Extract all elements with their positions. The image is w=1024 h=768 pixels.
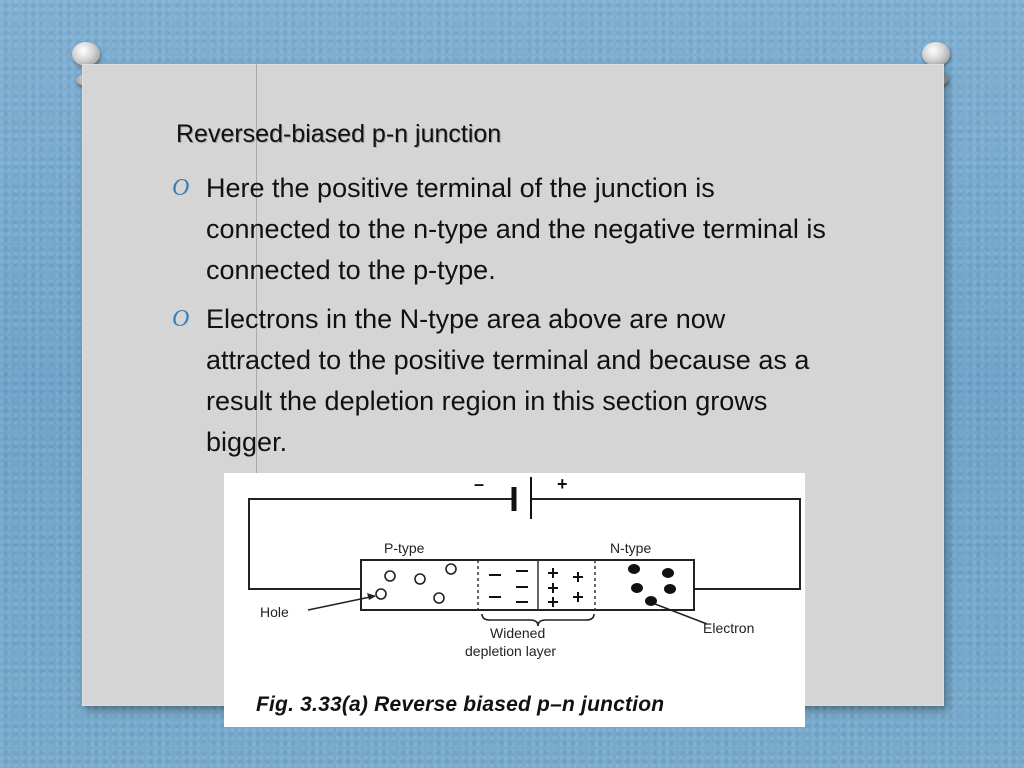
bullet-item bbox=[172, 299, 832, 463]
slide-heading: Reversed-biased p-n junction bbox=[176, 120, 502, 148]
p-type-label: P-type bbox=[384, 540, 425, 556]
bullet-text: Electrons in the N-type area above are now attracted to the positive terminal and because as a result the depletion region in this section grows bigger. bbox=[206, 304, 810, 457]
electron-dot bbox=[662, 568, 674, 578]
n-type-label: N-type bbox=[610, 540, 652, 556]
electron-dot bbox=[631, 583, 643, 593]
electron-dot bbox=[664, 584, 676, 594]
depletion-label-line1: Widened bbox=[490, 625, 546, 641]
battery-minus-sign: – bbox=[474, 474, 485, 494]
pn-junction-figure bbox=[224, 473, 805, 727]
figure-caption: Fig. 3.33(a) Reverse biased p–n junction bbox=[256, 693, 665, 716]
bullet-item bbox=[172, 168, 832, 291]
battery-plus-sign: + bbox=[557, 474, 568, 494]
electron-dot bbox=[628, 564, 640, 574]
bullet-list bbox=[172, 168, 832, 471]
hole-label: Hole bbox=[260, 604, 289, 620]
depletion-label-line2: depletion layer bbox=[465, 643, 557, 659]
electron-label: Electron bbox=[703, 620, 755, 636]
pn-junction-diagram bbox=[224, 473, 805, 727]
bullet-text: Here the positive terminal of the junction is connected to the n-type and the negative terminal is connected to the p-type. bbox=[206, 173, 826, 285]
bullet-marker-icon: O bbox=[172, 175, 190, 201]
bullet-marker-icon: O bbox=[172, 306, 190, 332]
